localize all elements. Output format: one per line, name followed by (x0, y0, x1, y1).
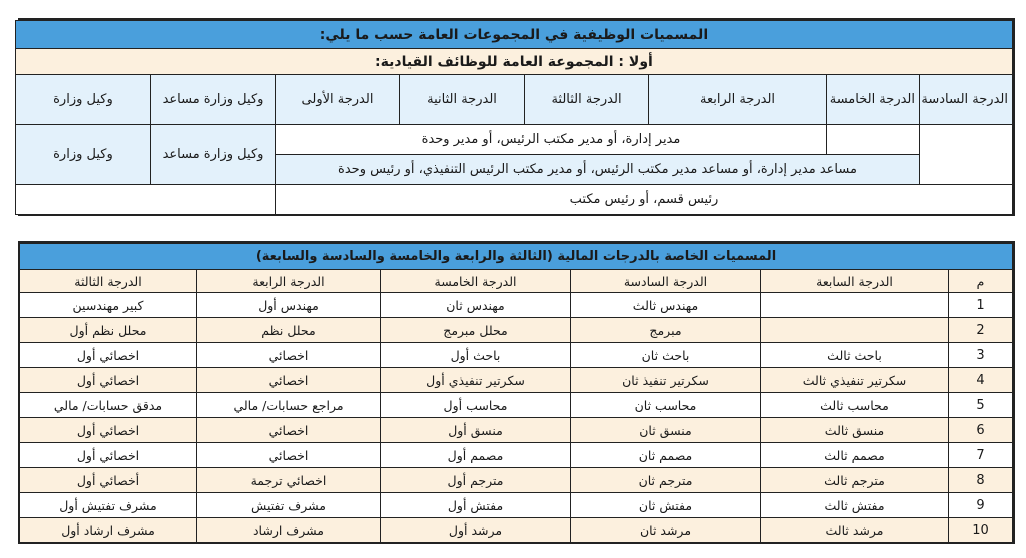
cell-grade-3: اخصائي أول (19, 443, 196, 468)
cell-grade-3: مشرف ارشاد أول (19, 518, 196, 543)
cell-grade-5: باحث أول (381, 343, 571, 368)
empty-cell (920, 125, 1013, 185)
empty-cell (827, 125, 920, 155)
row-index: 6 (949, 418, 1013, 443)
cell-grade-4: مشرف تفتيش (197, 493, 381, 518)
row-index: 8 (949, 468, 1013, 493)
cell-grade-4: اخصائي (197, 368, 381, 393)
col-header-grade-7: الدرجة السابعة (761, 270, 949, 293)
cell-grade-7 (761, 318, 949, 343)
cell-grade-3: مشرف تفتيش أول (19, 493, 196, 518)
cell-grade-5: مترجم أول (381, 468, 571, 493)
row-index: 4 (949, 368, 1013, 393)
col-header-grade-6: الدرجة السادسة (571, 270, 761, 293)
table-row (19, 343, 1012, 368)
cell-grade-3: اخصائي أول (19, 418, 196, 443)
empty-cell (15, 185, 275, 215)
row-index: 3 (949, 343, 1013, 368)
table1-title: المسميات الوظيفية في المجموعات العامة حسب ما يلي: (15, 21, 1012, 49)
cell-grade-6: مرشد ثان (571, 518, 761, 543)
table2-title: المسميات الخاصة بالدرجات المالية (الثالثة والرابعة والخامسة والسادسة والسابعة) (19, 244, 1012, 270)
table-row (19, 493, 1012, 518)
cell-grade-4: مشرف ارشاد (197, 518, 381, 543)
table-row (19, 468, 1012, 493)
cell-grade-3: محلل نظم أول (19, 318, 196, 343)
cell-grade-6: مصمم ثان (571, 443, 761, 468)
table-row (19, 368, 1012, 393)
cell-grade-5: مفتش أول (381, 493, 571, 518)
col-header-undersecretary: وكيل وزارة (15, 75, 150, 125)
col-header-grade-4: الدرجة الرابعة (197, 270, 381, 293)
cell-grade-4: اخصائي (197, 443, 381, 468)
row-managers: مدير إدارة، أو مدير مكتب الرئيس، أو مدير وحدة (276, 125, 827, 155)
cell-grade-6: مترجم ثان (571, 468, 761, 493)
cell-grade-5: مرشد أول (381, 518, 571, 543)
row-index: 9 (949, 493, 1013, 518)
cell-grade-7: مرشد ثالث (761, 518, 949, 543)
cell-grade-7: باحث ثالث (761, 343, 949, 368)
cell-grade-7: سكرتير تنفيذي ثالث (761, 368, 949, 393)
row-label-asst-undersecretary: وكيل وزارة مساعد (151, 125, 276, 185)
row-index: 5 (949, 393, 1013, 418)
cell-grade-7: محاسب ثالث (761, 393, 949, 418)
col-header-index: م (949, 270, 1013, 293)
cell-grade-4: مهندس أول (197, 293, 381, 318)
leadership-jobs-table (18, 18, 1015, 216)
col-header-grade-6: الدرجة السادسة (920, 75, 1013, 125)
cell-grade-6: مفتش ثان (571, 493, 761, 518)
cell-grade-4: اخصائي ترجمة (197, 468, 381, 493)
table-row (19, 393, 1012, 418)
grades-jobs-table (18, 241, 1015, 544)
cell-grade-4: محلل نظم (197, 318, 381, 343)
cell-grade-6: باحث ثان (571, 343, 761, 368)
cell-grade-3: اخصائي أول (19, 368, 196, 393)
row-label-undersecretary: وكيل وزارة (15, 125, 150, 185)
cell-grade-6: مهندس ثالث (571, 293, 761, 318)
cell-grade-7 (761, 293, 949, 318)
col-header-grade-3: الدرجة الثالثة (19, 270, 196, 293)
row-index: 10 (949, 518, 1013, 543)
cell-grade-7: مصمم ثالث (761, 443, 949, 468)
col-header-grade-5: الدرجة الخامسة (827, 75, 920, 125)
cell-grade-3: أخصائي أول (19, 468, 196, 493)
col-header-asst-undersecretary: وكيل وزارة مساعد (151, 75, 276, 125)
cell-grade-4: اخصائي (197, 343, 381, 368)
col-header-grade-1: الدرجة الأولى (276, 75, 400, 125)
cell-grade-7: منسق ثالث (761, 418, 949, 443)
cell-grade-3: كبير مهندسين (19, 293, 196, 318)
row-section-heads: رئيس قسم، أو رئيس مكتب (276, 185, 1013, 215)
cell-grade-7: مترجم ثالث (761, 468, 949, 493)
col-header-grade-3: الدرجة الثالثة (525, 75, 649, 125)
cell-grade-5: محلل مبرمج (381, 318, 571, 343)
cell-grade-6: مبرمج (571, 318, 761, 343)
cell-grade-6: سكرتير تنفيذ ثان (571, 368, 761, 393)
col-header-grade-4: الدرجة الرابعة (649, 75, 827, 125)
cell-grade-6: محاسب ثان (571, 393, 761, 418)
table-row (19, 318, 1012, 343)
cell-grade-5: مصمم أول (381, 443, 571, 468)
table1-subtitle: أولا : المجموعة العامة للوظائف القيادية: (15, 49, 1012, 75)
col-header-grade-5: الدرجة الخامسة (381, 270, 571, 293)
table-row (19, 293, 1012, 318)
cell-grade-5: محاسب أول (381, 393, 571, 418)
table-row (19, 418, 1012, 443)
table-row (19, 518, 1012, 543)
row-index: 1 (949, 293, 1013, 318)
cell-grade-3: اخصائي أول (19, 343, 196, 368)
cell-grade-4: مراجع حسابات/ مالي (197, 393, 381, 418)
row-index: 2 (949, 318, 1013, 343)
cell-grade-3: مدقق حسابات/ مالي (19, 393, 196, 418)
cell-grade-5: مهندس ثان (381, 293, 571, 318)
col-header-grade-2: الدرجة الثانية (400, 75, 525, 125)
table-row (19, 443, 1012, 468)
cell-grade-6: منسق ثان (571, 418, 761, 443)
cell-grade-7: مفتش ثالث (761, 493, 949, 518)
cell-grade-5: سكرتير تنفيذي أول (381, 368, 571, 393)
cell-grade-5: منسق أول (381, 418, 571, 443)
row-assistant-managers: مساعد مدير إدارة، أو مساعد مدير مكتب الرئيس، أو مدير مكتب الرئيس التنفيذي، أو رئيس وحدة (276, 155, 920, 185)
row-index: 7 (949, 443, 1013, 468)
cell-grade-4: اخصائي (197, 418, 381, 443)
